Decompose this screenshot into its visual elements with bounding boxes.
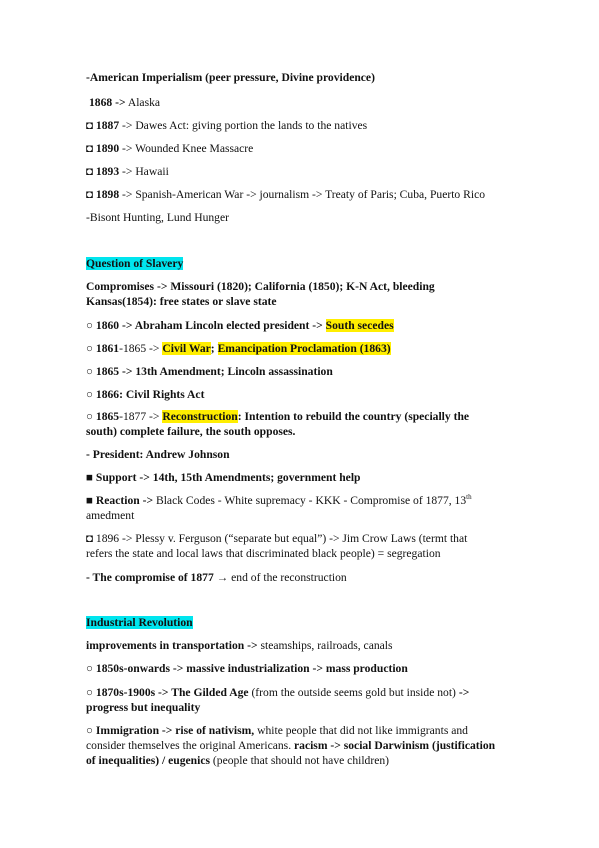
list-item: ◘ 1887 -> Dawes Act: giving portion the lands to the natives <box>86 119 368 132</box>
reconstruction-line-1: ○ 1865-1877 -> Reconstruction: Intention to rebuild the country (specially the <box>86 410 470 423</box>
president-line: - President: Andrew Johnson <box>86 448 230 461</box>
list-item: ◘ 1898 -> Spanish-American War -> journalism -> Treaty of Paris; Cuba, Puerto Rico <box>86 188 486 201</box>
imperialism-note: -Bisont Hunting, Lund Hunger <box>86 211 229 224</box>
compromises-line-2: Kansas(1854): free states or slave state <box>86 295 277 308</box>
list-item: ○ 1850s-onwards -> massive industrialization -> mass production <box>86 662 408 675</box>
list-item: ○ 1861-1865 -> Civil War; Emancipation Proclamation (1863) <box>86 342 391 355</box>
plessy-line-1: ◘ 1896 -> Plessy v. Ferguson (“separate but equal”) -> Jim Crow Laws (termt that <box>86 532 468 545</box>
section-heading-slavery: Question of Slavery <box>86 257 184 270</box>
immigration-line-3: of inequalities) / eugenics (people that should not have children) <box>86 754 390 767</box>
list-item: 1868 -> Alaska <box>89 96 161 109</box>
list-item: ○ 1866: Civil Rights Act <box>86 388 205 401</box>
plessy-line-2: refers the state and local laws that discriminated black people) = segregation <box>86 547 441 560</box>
gilded-line-1: ○ 1870s-1900s -> The Gilded Age (from the outside seems gold but inside not) -> <box>86 686 470 699</box>
section-heading-industrial: Industrial Revolution <box>86 616 193 629</box>
list-item: ○ 1865 -> 13th Amendment; Lincoln assassination <box>86 365 333 378</box>
support-line: ■ Support -> 14th, 15th Amendments; government help <box>86 471 361 484</box>
gilded-line-2: progress but inequality <box>86 701 201 714</box>
transport-line: improvements in transportation -> steamships, railroads, canals <box>86 639 393 652</box>
immigration-line-1: ○ Immigration -> rise of nativism, white people that did not like immigrants and <box>86 724 468 737</box>
compromises-line-1: Compromises -> Missouri (1820); California (1850); K-N Act, bleeding <box>86 280 435 293</box>
list-item: ○ 1860 -> Abraham Lincoln elected president -> South secedes <box>86 319 394 332</box>
reaction-line-2: amedment <box>86 509 135 522</box>
imperialism-heading: -American Imperialism (peer pressure, Divine providence) <box>86 71 375 84</box>
compromise-1877-line: - The compromise of 1877 → end of the reconstruction <box>86 571 347 584</box>
list-item: ◘ 1893 -> Hawaii <box>86 165 169 178</box>
immigration-line-2: consider themselves the original Americans. racism -> social Darwinism (justification <box>86 739 496 752</box>
reconstruction-line-2: south) complete failure, the south opposes. <box>86 425 296 438</box>
reaction-line-1: ■ Reaction -> Black Codes - White supremacy - KKK - Compromise of 1877, 13th <box>86 493 472 507</box>
list-item: ◘ 1890 -> Wounded Knee Massacre <box>86 142 254 155</box>
